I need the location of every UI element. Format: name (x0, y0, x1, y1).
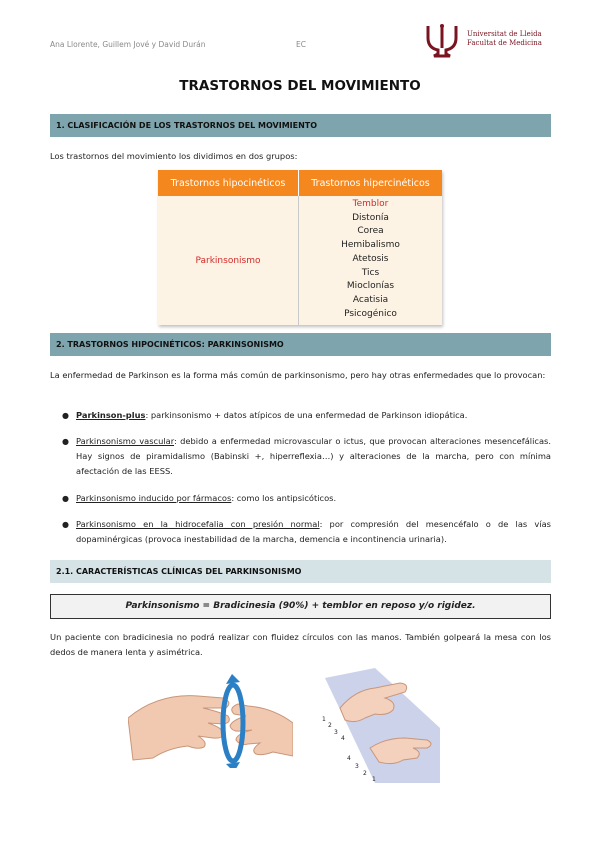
list-item (62, 408, 551, 423)
bullet-term: Parkinson-plus (76, 410, 146, 420)
hands-circling-illustration (128, 668, 293, 768)
hyperkinetic-item: Tics (361, 267, 380, 278)
bullet-text: : parkinsonismo + datos atípicos de una enfermedad de Parkinson idiopática. (145, 410, 468, 420)
hyperkinetic-item: Corea (357, 226, 384, 237)
logo-line-1: Universitat de Lleida (467, 30, 542, 38)
table-row (158, 196, 442, 325)
finger-label: 4 (341, 735, 345, 742)
bullet-icon: ● (62, 411, 69, 420)
bullet-icon: ● (62, 520, 69, 529)
hyperkinetic-item: Distonía (352, 212, 389, 223)
bullet-text: : por compresión del mesencéfalo o de las vías dopaminérgicas (provoca inestabilidad de la marcha, demencia e incontinencia urinaria). (76, 519, 551, 544)
hyperkinetic-item: Mioclonías (346, 281, 395, 292)
bullet-icon: ● (62, 437, 69, 446)
university-logo (420, 24, 550, 58)
bullet-text: : debido a enfermedad microvascular o ictus, que provocan alteraciones mesencefálicas. Hay signos de piramidalismo (Babinski +, hiperreflexia…) y alteraciones de la marcha, pero con mínima afectación de las EESS. (76, 436, 551, 476)
table-header-hyperkinetic: Trastornos hipercinéticos (299, 170, 443, 196)
hyperkinetic-item: Atetosis (352, 253, 389, 264)
finger-label: 2 (363, 770, 367, 777)
bullet-term: Parkinsonismo en la hidrocefalia con presión normal (76, 519, 320, 529)
finger-label: 1 (322, 716, 326, 723)
list-item (62, 517, 551, 547)
hypokinetic-cell: Parkinsonismo (158, 196, 299, 325)
hyperkinetic-item: Temblor (352, 199, 389, 209)
bullet-term: Parkinsonismo vascular (76, 436, 175, 446)
section-1-heading: 1. CLASIFICACIÓN DE LOS TRASTORNOS DEL MOVIMIENTO (50, 114, 551, 137)
header-authors: Ana Llorente, Guillem Jové y David Durán (50, 40, 206, 49)
table-header-hypokinetic: Trastornos hipocinéticos (158, 170, 299, 196)
finger-tapping-illustration (315, 668, 440, 783)
table-header-row (158, 170, 442, 196)
hyperkinetic-cell (299, 196, 443, 325)
finger-label: 3 (334, 729, 338, 736)
bullet-text: : como los antipsicóticos. (231, 493, 337, 503)
section-2-1-paragraph: Un paciente con bradicinesia no podrá realizar con fluidez círculos con las manos. También golpeará la mesa con los dedos de manera lenta y asimétrica. (50, 632, 551, 657)
logo-line-2: Facultat de Medicina (467, 39, 542, 47)
hyperkinetic-item: Acatisia (352, 294, 389, 305)
finger-label: 3 (355, 763, 359, 770)
university-crest-icon (420, 24, 464, 58)
section-2-heading: 2. TRASTORNOS HIPOCINÉTICOS: PARKINSONISMO (50, 333, 551, 356)
header-code: EC (296, 40, 306, 49)
finger-label: 4 (347, 755, 351, 762)
bullet-term: Parkinsonismo inducido por fármacos (76, 493, 232, 503)
list-item (62, 491, 551, 506)
list-item (62, 434, 551, 479)
section-1-intro: Los trastornos del movimiento los dividimos en dos grupos: (50, 151, 298, 161)
section-2-1-heading: 2.1. CARACTERÍSTICAS CLÍNICAS DEL PARKINSONISMO (50, 560, 551, 583)
classification-table (158, 170, 442, 325)
parkinsonism-formula: Parkinsonismo = Bradicinesia (90%) + temblor en reposo y/o rigidez. (50, 594, 551, 619)
finger-label: 2 (328, 722, 332, 729)
bullet-icon: ● (62, 494, 69, 503)
section-2-intro: La enfermedad de Parkinson es la forma más común de parkinsonismo, pero hay otras enfermedades que lo provocan: (50, 370, 546, 380)
hyperkinetic-item: Psicogénico (344, 308, 397, 319)
hyperkinetic-item: Hemibalismo (341, 240, 400, 251)
finger-label: 1 (372, 776, 376, 783)
page-title: TRASTORNOS DEL MOVIMIENTO (179, 78, 421, 94)
